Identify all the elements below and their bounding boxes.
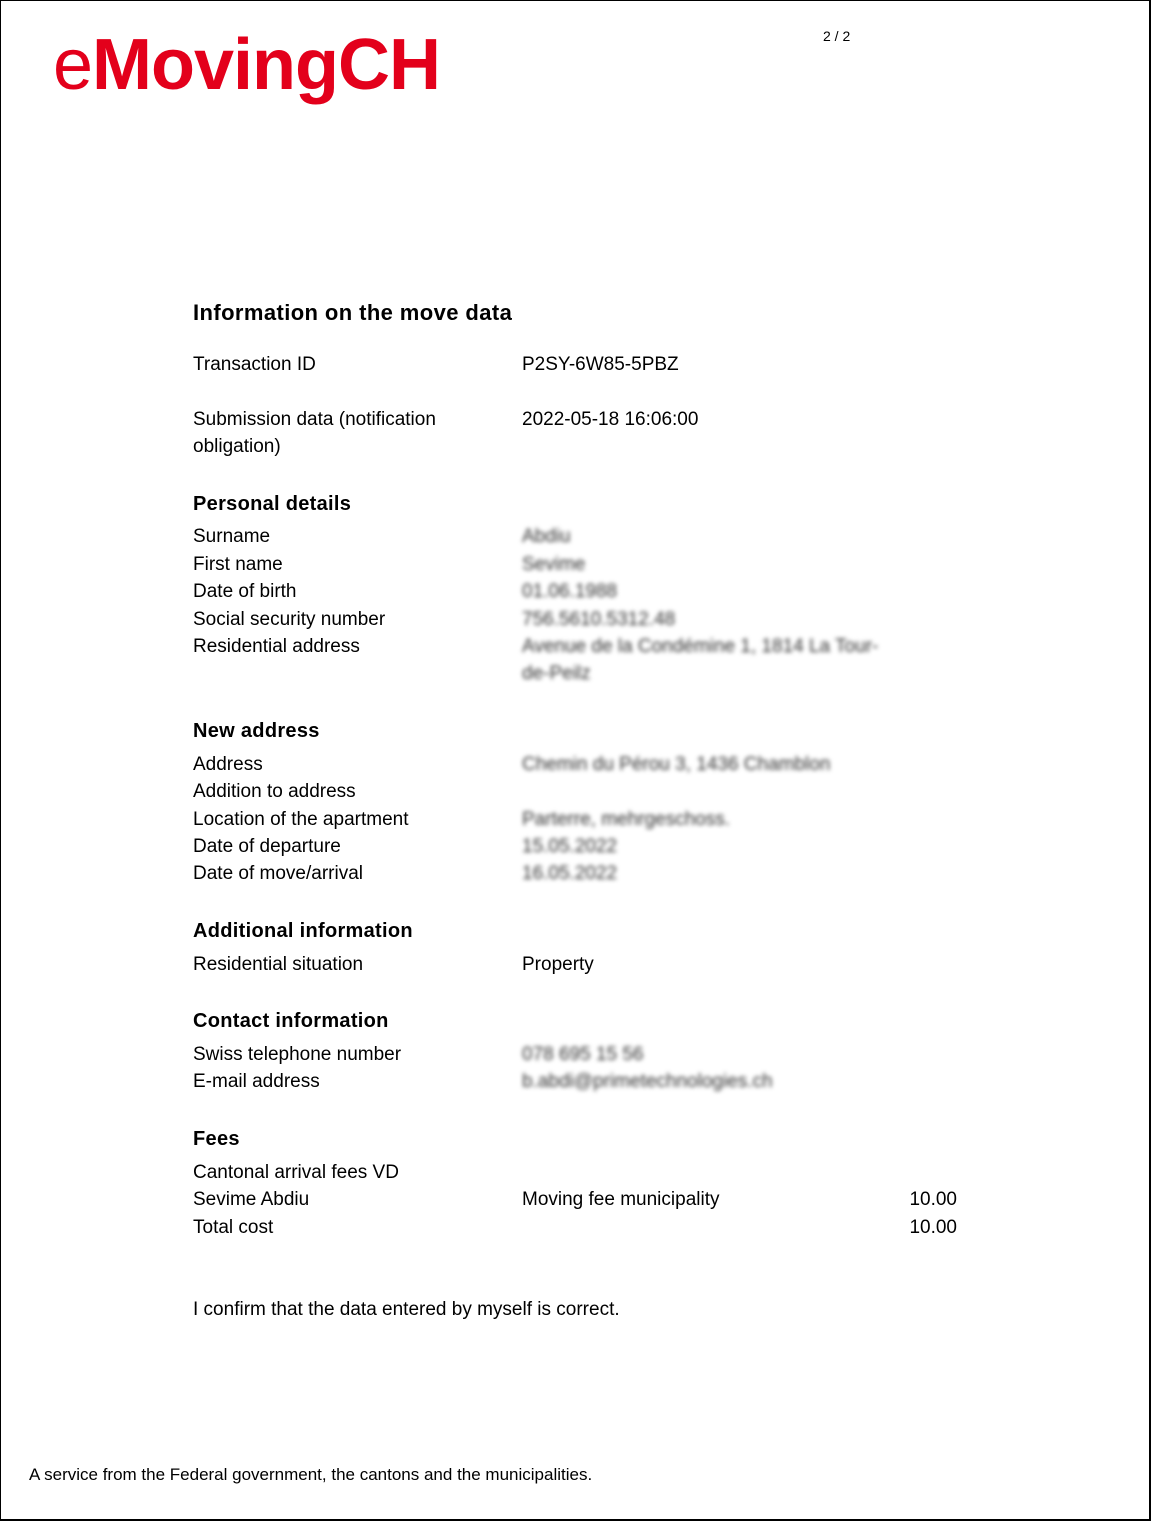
- surname-label: Surname: [193, 526, 271, 547]
- submission-label-line1: Submission data (notification: [193, 409, 436, 430]
- logo-prefix: e: [53, 25, 93, 105]
- new-address-heading: New address: [193, 720, 320, 742]
- residential-address-label: Residential address: [193, 636, 360, 657]
- arrival-date-label: Date of move/arrival: [193, 863, 364, 884]
- residential-address-line1: Avenue de la Condémine 1, 1814 La Tour-: [522, 636, 879, 657]
- cantonal-fees-label: Cantonal arrival fees VD: [193, 1162, 399, 1183]
- residential-situation-value: Property: [522, 954, 594, 975]
- ssn-value: 756.5610.5312.48: [522, 609, 676, 630]
- apartment-location-label: Location of the apartment: [193, 809, 409, 830]
- total-cost-label: Total cost: [193, 1217, 274, 1238]
- fee-person-label: Sevime Abdiu: [193, 1189, 310, 1210]
- fees-heading: Fees: [193, 1128, 240, 1150]
- transaction-id-label: Transaction ID: [193, 354, 316, 375]
- fee-amount: 10.00: [909, 1189, 957, 1210]
- phone-value: 078 695 15 56: [522, 1044, 644, 1065]
- personal-details-heading: Personal details: [193, 493, 352, 515]
- transaction-id-value: P2SY-6W85-5PBZ: [522, 354, 679, 375]
- address-value: Chemin du Pérou 3, 1436 Chamblon: [522, 754, 831, 775]
- ssn-label: Social security number: [193, 609, 386, 630]
- first-name-value: Sevime: [522, 554, 586, 575]
- logo-main: MovingCH: [92, 25, 441, 105]
- phone-label: Swiss telephone number: [193, 1044, 402, 1065]
- residential-address-line2: de-Peilz: [522, 663, 591, 684]
- footer-text: A service from the Federal government, the cantons and the municipalities.: [29, 1465, 593, 1484]
- apartment-location-value: Parterre, mehrgeschoss.: [522, 809, 731, 830]
- dob-value: 01.06.1988: [522, 581, 618, 602]
- fee-description: Moving fee municipality: [522, 1189, 720, 1210]
- move-data-heading: Information on the move data: [193, 300, 513, 325]
- page-indicator: 2 / 2: [823, 28, 851, 44]
- address-label: Address: [193, 754, 263, 775]
- contact-info-heading: Contact information: [193, 1010, 389, 1032]
- departure-date-label: Date of departure: [193, 836, 341, 857]
- arrival-date-value: 16.05.2022: [522, 863, 618, 884]
- first-name-label: First name: [193, 554, 283, 575]
- addition-to-address-label: Addition to address: [193, 781, 356, 802]
- emovingch-logo: [53, 23, 440, 107]
- total-cost-amount: 10.00: [909, 1217, 957, 1238]
- submission-value: 2022-05-18 16:06:00: [522, 409, 699, 430]
- additional-info-heading: Additional information: [193, 920, 413, 942]
- email-value: b.abdi@primetechnologies.ch: [522, 1071, 773, 1092]
- email-label: E-mail address: [193, 1071, 320, 1092]
- departure-date-value: 15.05.2022: [522, 836, 618, 857]
- residential-situation-label: Residential situation: [193, 954, 364, 975]
- dob-label: Date of birth: [193, 581, 297, 602]
- confirmation-statement: I confirm that the data entered by myself is correct.: [193, 1299, 620, 1320]
- submission-label-line2: obligation): [193, 436, 281, 457]
- surname-value: Abdiu: [522, 526, 571, 547]
